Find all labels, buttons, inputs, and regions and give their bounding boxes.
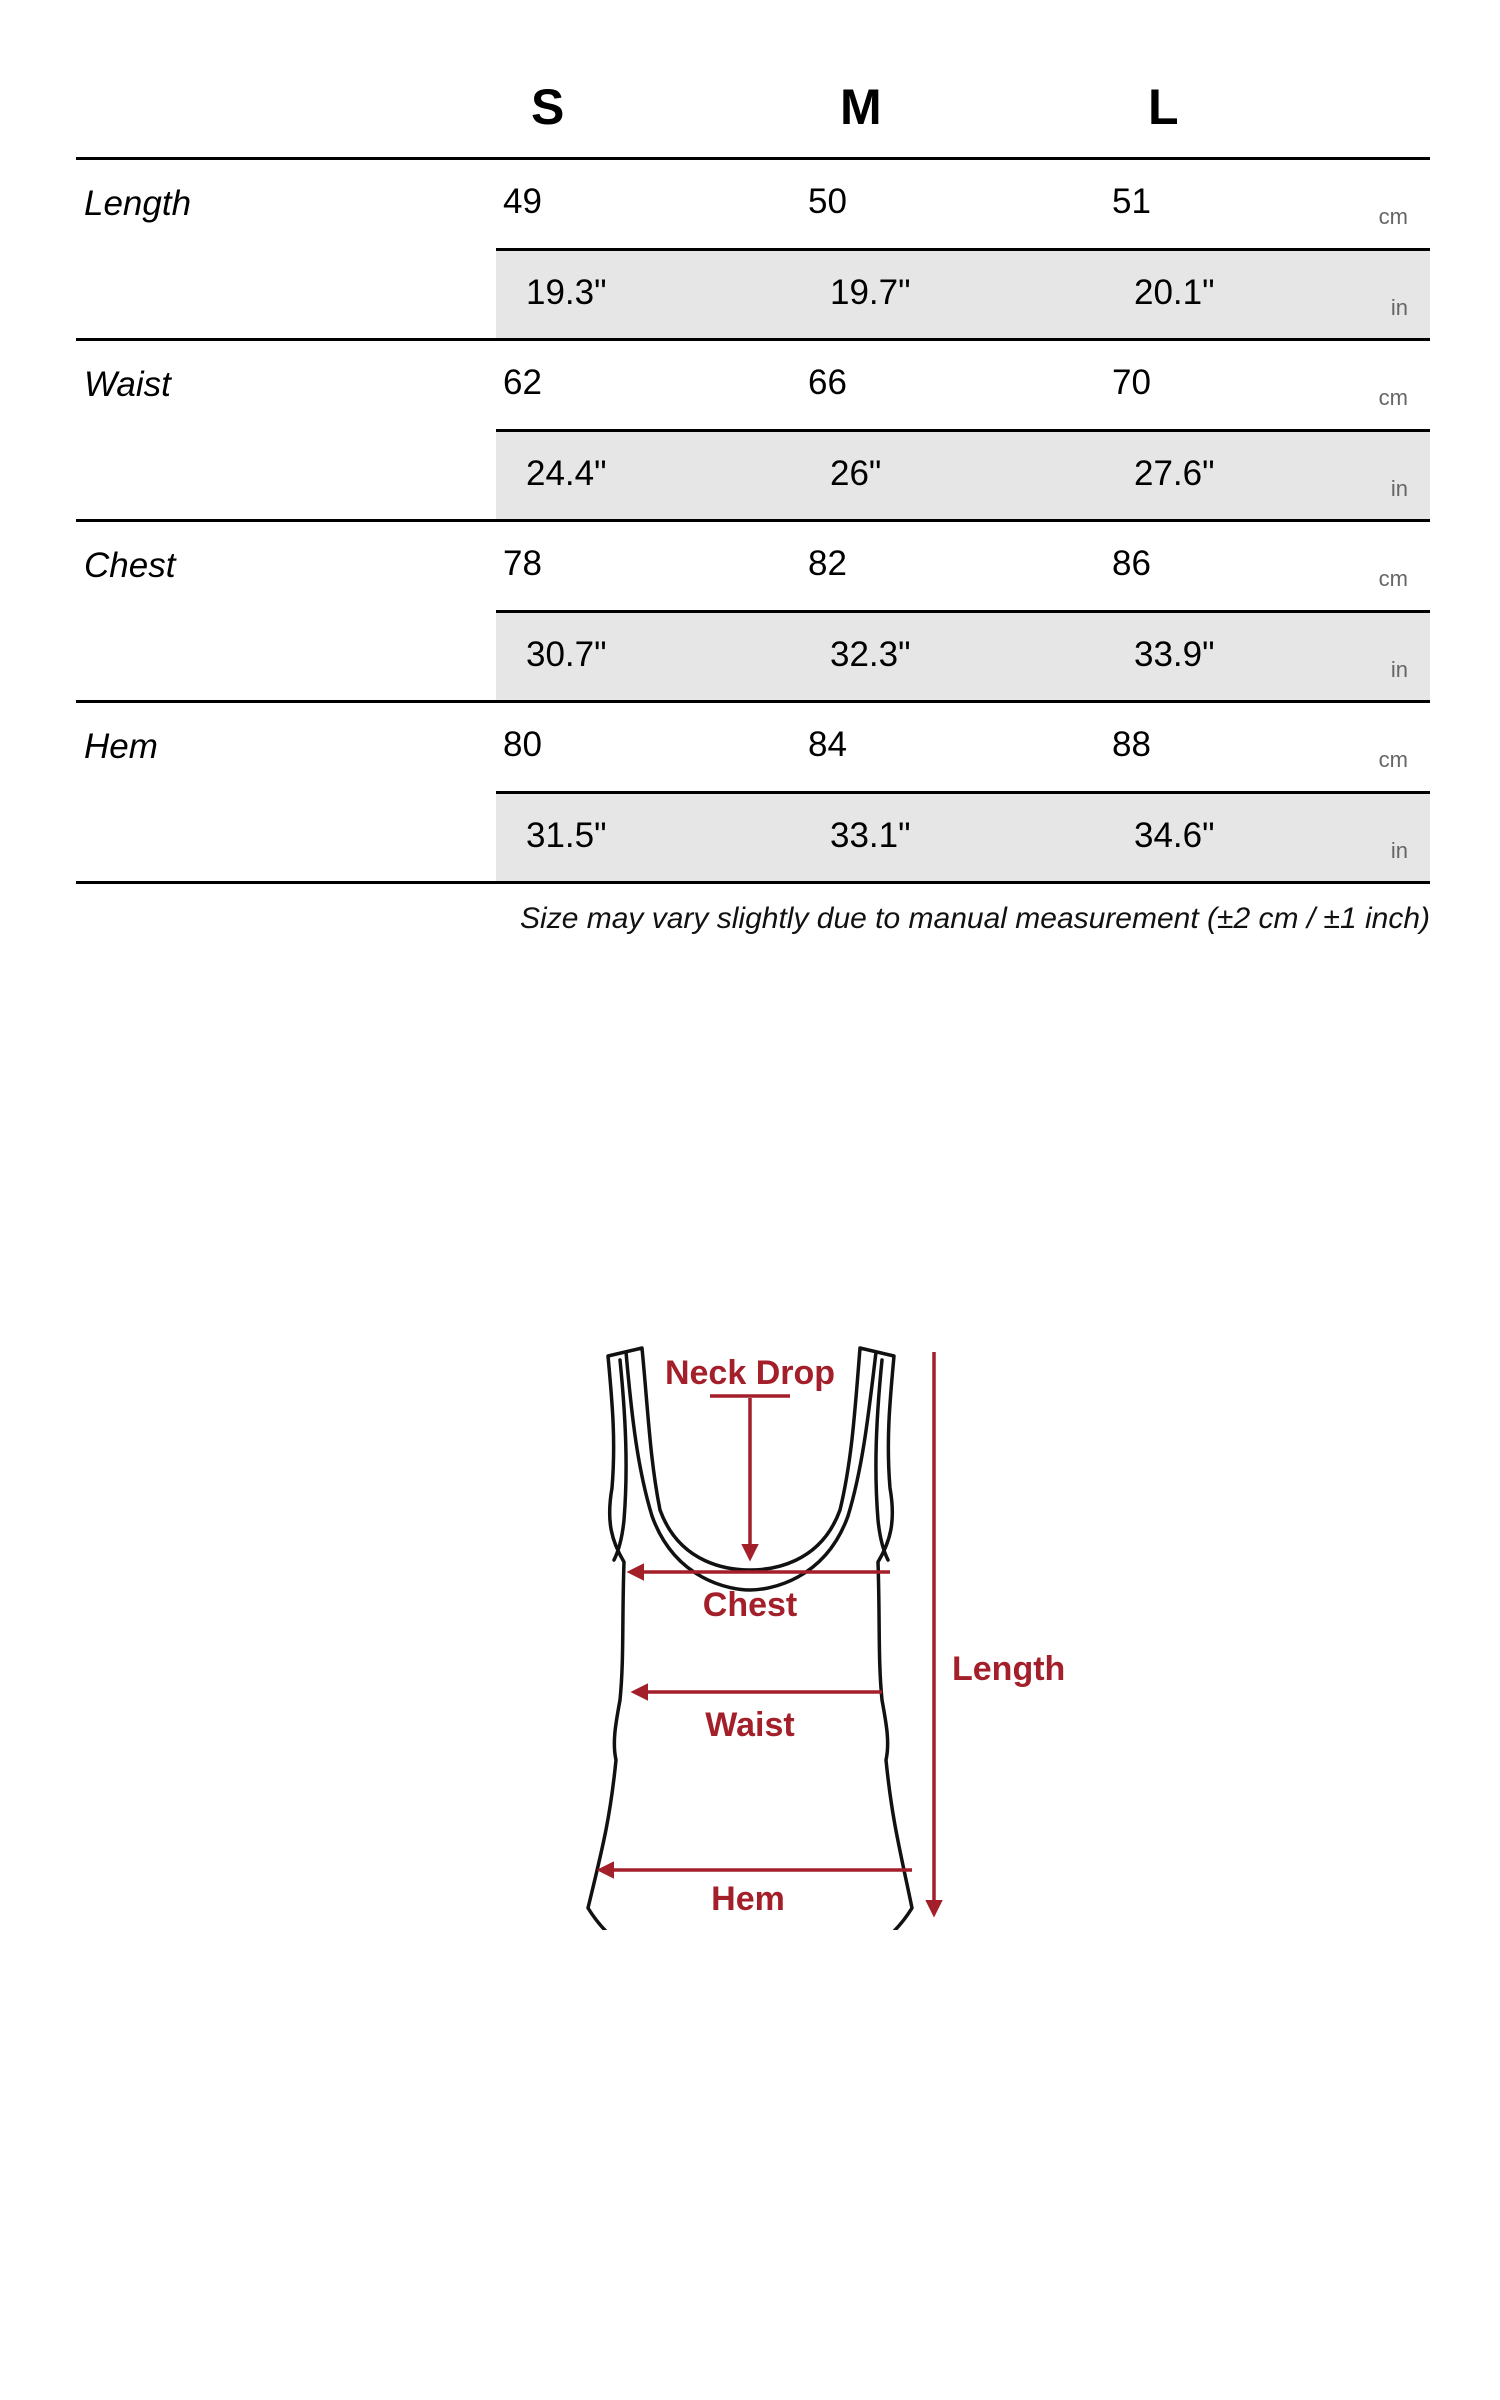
- unit-cm-label: cm: [1378, 204, 1408, 229]
- hem-cm-m: 84: [808, 725, 847, 764]
- waist-in-row: [496, 429, 1430, 519]
- chest-cm-s: 78: [503, 544, 542, 583]
- length-cm-s: 49: [503, 182, 542, 221]
- length-cm-l: 51: [1112, 182, 1151, 221]
- waist-cm-row: [496, 341, 1430, 431]
- length-label: Length: [952, 1650, 1066, 1688]
- unit-in-label: in: [1390, 295, 1408, 320]
- row-label-hem: Hem: [84, 727, 158, 766]
- unit-in-label: in: [1390, 657, 1408, 682]
- chest-cm-l: 86: [1112, 544, 1151, 583]
- size-header-m: M: [840, 79, 882, 135]
- hem-cm-row: [496, 703, 1430, 793]
- neck-drop-label: Neck Drop: [664, 1354, 836, 1392]
- size-header-l: L: [1148, 79, 1179, 135]
- size-header-s: S: [531, 79, 565, 135]
- row-group-hem: [76, 703, 1430, 884]
- hem-in-l: 34.6": [1134, 816, 1215, 855]
- length-in-m: 19.7": [830, 273, 911, 312]
- length-cm-m: 50: [808, 182, 847, 221]
- length-in-l: 20.1": [1134, 273, 1215, 312]
- row-group-waist: [76, 341, 1430, 522]
- unit-cm-label: cm: [1378, 385, 1408, 410]
- hem-label: Hem: [711, 1880, 785, 1918]
- chest-cm-row: [496, 522, 1430, 612]
- chest-in-l: 33.9": [1134, 635, 1215, 674]
- hem-cm-s: 80: [503, 725, 542, 764]
- waist-cm-s: 62: [503, 363, 542, 402]
- waist-in-s: 24.4": [526, 454, 607, 493]
- length-cm-row: [496, 160, 1430, 250]
- unit-cm-label: cm: [1378, 747, 1408, 772]
- chest-cm-m: 82: [808, 544, 847, 583]
- waist-label: Waist: [705, 1706, 795, 1744]
- chest-in-s: 30.7": [526, 635, 607, 674]
- hem-in-row: [496, 791, 1430, 881]
- tank-top-measurement-diagram: [560, 1290, 1080, 1930]
- unit-cm-label: cm: [1378, 566, 1408, 591]
- row-label-chest: Chest: [84, 546, 176, 585]
- hem-in-m: 33.1": [830, 816, 911, 855]
- chest-label: Chest: [702, 1586, 798, 1624]
- chest-in-m: 32.3": [830, 635, 911, 674]
- row-group-chest: [76, 522, 1430, 703]
- waist-cm-l: 70: [1112, 363, 1151, 402]
- hem-cm-l: 88: [1112, 725, 1151, 764]
- measurement-note: Size may vary slightly due to manual measurement (±2 cm / ±1 inch): [520, 902, 1430, 935]
- chest-in-row: [496, 610, 1430, 700]
- waist-cm-m: 66: [808, 363, 847, 402]
- row-label-waist: Waist: [84, 365, 171, 404]
- waist-in-l: 27.6": [1134, 454, 1215, 493]
- hem-in-s: 31.5": [526, 816, 607, 855]
- row-label-length: Length: [84, 184, 192, 223]
- unit-in-label: in: [1390, 838, 1408, 863]
- length-in-row: [496, 248, 1430, 338]
- row-group-length: [76, 160, 1430, 341]
- length-in-s: 19.3": [526, 273, 607, 312]
- unit-in-label: in: [1390, 476, 1408, 501]
- waist-in-m: 26": [830, 454, 882, 493]
- size-header-row: [76, 0, 1430, 160]
